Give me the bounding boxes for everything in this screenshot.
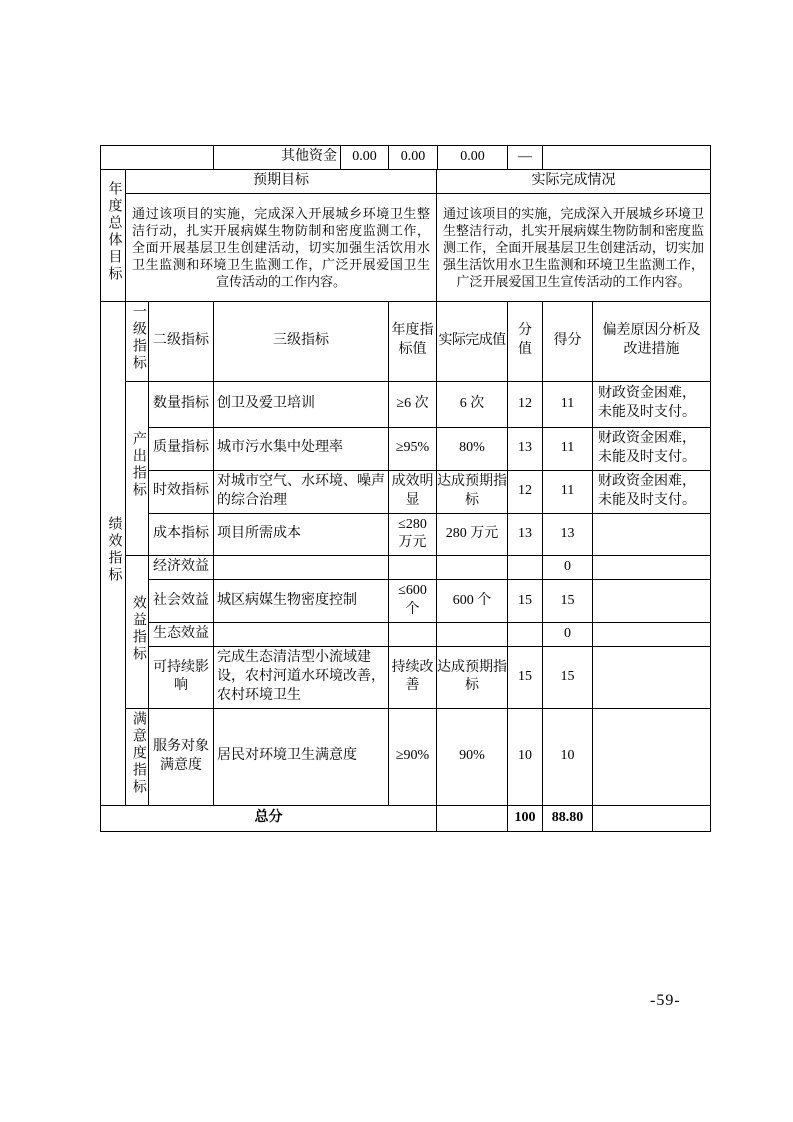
page-number: -59- [650,992,681,1009]
other-funds-value-2: 0.00 [389,146,438,170]
output-indicators-cell [126,381,149,556]
indicator-row-quantity [101,381,711,427]
header-points: 分值 [508,301,543,381]
other-funds-dash: — [508,146,543,170]
total-row [101,805,711,831]
funds-table-continuation [100,145,711,170]
empty-cell [437,805,508,831]
actual-cell: 90% [437,708,508,805]
satisfaction-indicators-label: 满意度指标 [130,710,146,796]
target-cell [389,623,437,647]
level3-cell: 城市污水集中处理率 [214,427,389,470]
deviation-cell [593,646,711,708]
level3-cell [214,556,389,580]
level2-cell: 可持续影响 [149,646,214,708]
level3-cell: 项目所需成本 [214,513,389,556]
indicator-row-social [101,580,711,623]
indicator-header-row [101,301,711,381]
points-cell: 13 [508,427,543,470]
indicator-row-sustainability [101,646,711,708]
actual-cell [437,556,508,580]
goal-header-row [101,170,711,194]
score-cell: 10 [543,708,593,805]
benefit-indicators-cell [126,556,149,709]
indicator-row-timeliness [101,470,711,513]
actual-cell [437,623,508,647]
points-cell: 10 [508,708,543,805]
score-cell: 15 [543,580,593,623]
deviation-cell [593,556,711,580]
empty-cell [543,146,711,170]
header-score: 得分 [543,301,593,381]
deviation-cell [593,708,711,805]
report-table [100,145,712,832]
target-cell: ≥95% [389,427,437,470]
indicator-row-economic [101,556,711,580]
level2-cell: 生态效益 [149,623,214,647]
points-cell [508,556,543,580]
score-cell: 0 [543,556,593,580]
indicator-row-ecological [101,623,711,647]
performance-section-cell [101,301,126,805]
level3-cell: 完成生态清洁型小流域建设，农村河道水环境改善，农村环境卫生 [214,646,389,708]
expected-goal-text: 通过该项目的实施，完成深入开展城乡环境卫生整洁行动，扎实开展病媒生物防制和密度监测工作，全面开展基层卫生创建活动，切实加强生活饮用水卫生监测和环境卫生监测工作，广泛开展爱国卫生宣传活动的工作内容。 [126,193,437,301]
actual-cell: 达成预期指标 [437,646,508,708]
score-cell: 11 [543,427,593,470]
level2-cell: 成本指标 [149,513,214,556]
header-level1 [126,301,149,381]
level3-cell: 居民对环境卫生满意度 [214,708,389,805]
points-cell: 15 [508,580,543,623]
total-score: 88.80 [543,805,593,831]
points-cell [508,623,543,647]
level2-cell: 经济效益 [149,556,214,580]
target-cell: ≥90% [389,708,437,805]
other-funds-value-1: 0.00 [341,146,389,170]
other-funds-row [101,146,711,170]
deviation-cell: 财政资金困难，未能及时支付。 [593,381,711,427]
level2-cell: 服务对象满意度 [149,708,214,805]
level2-cell: 社会效益 [149,580,214,623]
empty-cell [593,805,711,831]
indicator-row-quality [101,427,711,470]
goal-body-row [101,193,711,301]
target-cell: 持续改善 [389,646,437,708]
target-cell: ≥6 次 [389,381,437,427]
other-funds-label: 其他资金 [214,146,341,170]
level3-cell [214,623,389,647]
indicator-row-satisfaction [101,708,711,805]
points-cell: 12 [508,381,543,427]
target-cell: 成效明显 [389,470,437,513]
target-cell [389,556,437,580]
points-cell: 15 [508,646,543,708]
score-cell: 0 [543,623,593,647]
points-cell: 12 [508,470,543,513]
header-actual-value: 实际完成值 [437,301,508,381]
deviation-cell: 财政资金困难，未能及时支付。 [593,427,711,470]
total-label: 总分 [101,805,437,831]
target-cell: ≤600 个 [389,580,437,623]
level2-cell: 数量指标 [149,381,214,427]
header-level2: 二级指标 [149,301,214,381]
header-level1-label: 一级指标 [130,303,146,372]
header-annual-target: 年度指标值 [389,301,437,381]
actual-cell: 6 次 [437,381,508,427]
output-indicators-label: 产出指标 [130,431,146,500]
actual-completion-header: 实际完成情况 [437,170,711,194]
score-cell: 13 [543,513,593,556]
points-cell: 13 [508,513,543,556]
actual-cell: 600 个 [437,580,508,623]
annual-goal-section-cell [101,170,126,302]
header-level3: 三级指标 [214,301,389,381]
score-cell: 11 [543,381,593,427]
actual-completion-text: 通过该项目的实施，完成深入开展城乡环境卫生整洁行动，扎实开展病媒生物防制和密度监测工作，全面开展基层卫生创建活动，切实加强生活饮用水卫生监测和环境卫生监测工作，广泛开展爱国卫生宣传活动的工作内容。 [437,193,711,301]
level2-cell: 质量指标 [149,427,214,470]
deviation-cell [593,513,711,556]
score-cell: 15 [543,646,593,708]
total-points: 100 [508,805,543,831]
annual-goal-section-label: 年度总体目标 [106,181,122,283]
benefit-indicators-label: 效益指标 [130,594,146,663]
expected-goal-header: 预期目标 [126,170,437,194]
actual-cell: 达成预期指标 [437,470,508,513]
other-funds-value-3: 0.00 [438,146,508,170]
level3-cell: 对城市空气、水环境、噪声的综合治理 [214,470,389,513]
performance-table [100,169,711,832]
level3-cell: 城区病媒生物密度控制 [214,580,389,623]
performance-section-label: 绩效指标 [106,515,122,584]
empty-cell [101,146,214,170]
actual-cell: 280 万元 [437,513,508,556]
deviation-cell [593,580,711,623]
satisfaction-indicators-cell [126,708,149,805]
header-deviation: 偏差原因分析及改进措施 [593,301,711,381]
actual-cell: 80% [437,427,508,470]
deviation-cell [593,623,711,647]
target-cell: ≤280 万元 [389,513,437,556]
level2-cell: 时效指标 [149,470,214,513]
indicator-row-cost [101,513,711,556]
level3-cell: 创卫及爱卫培训 [214,381,389,427]
deviation-cell: 财政资金困难，未能及时支付。 [593,470,711,513]
score-cell: 11 [543,470,593,513]
